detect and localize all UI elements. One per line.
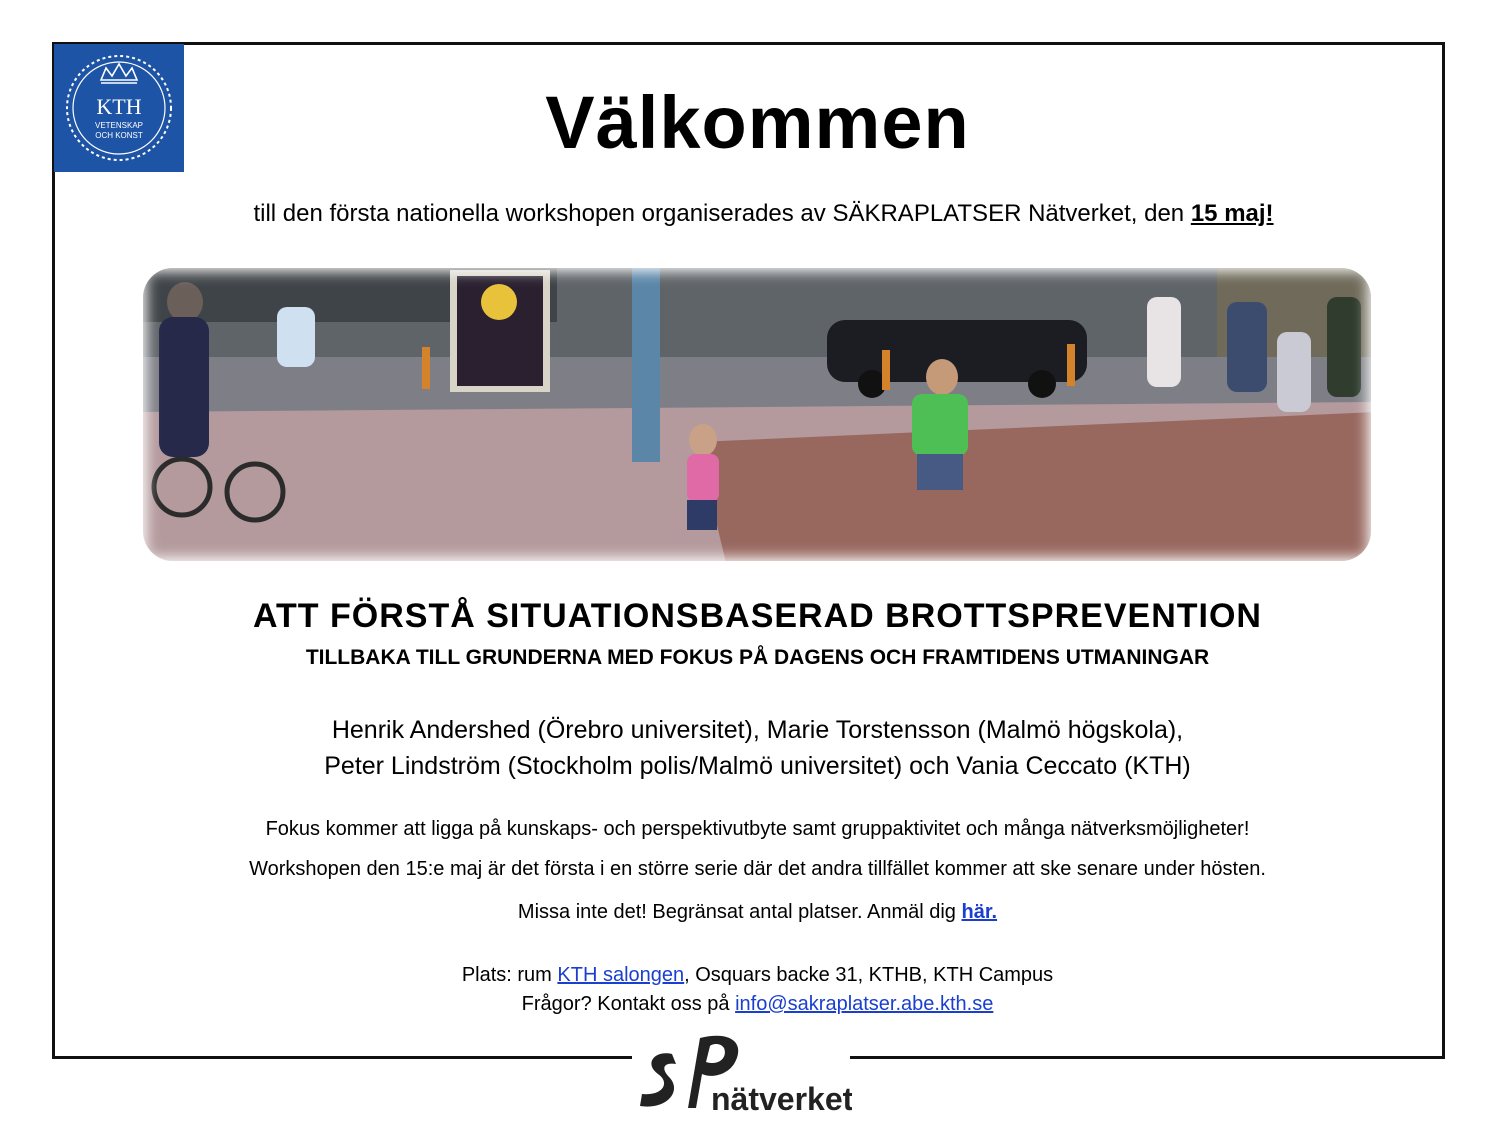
register-text: Missa inte det! Begränsat antal platser. Anmäl dig [517,901,962,923]
register-link[interactable]: här. [961,901,998,923]
email-link[interactable]: info@sakraplatser.abe.kth.se [735,993,994,1015]
svg-text:VETENSKAP: VETENSKAP [94,121,144,130]
svg-text:nätverket: nätverket [711,1081,852,1117]
paragraph-register [0,901,1500,924]
main-heading: ATT FÖRSTÅ SITUATIONSBASERAD BROTTSPREVENTION [253,597,1262,635]
speakers-line-1: Henrik Andershed (Örebro universitet), Marie Torstensson (Malmö högskola), [331,716,1184,744]
subtitle [0,200,1500,228]
paragraph-series: Workshopen den 15:e maj är det första i en större serie där det andra tillfället kommer att ske senare under hösten. [249,858,1266,880]
place-suffix: , Osquars backe 31, KTHB, KTH Campus [684,964,1054,986]
contact-prefix: Frågor? Kontakt oss på [521,993,736,1015]
speakers-line-2: Peter Lindström (Stockholm polis/Malmö universitet) och Vania Ceccato (KTH) [324,752,1191,780]
speakers [0,712,1500,784]
sub-heading: TILLBAKA TILL GRUNDERNA MED FOKUS PÅ DAGENS OCH FRAMTIDENS UTMANINGAR [305,646,1210,669]
sp-natverket-logo [636,1020,852,1120]
svg-text:KTH: KTH [96,94,142,119]
subtitle-text: till den första nationella workshopen organiserades av SÄKRAPLATSER Nätverket, den [253,200,1191,227]
place-line [0,961,1500,990]
page-title: Välkommen [545,81,970,164]
paragraph-focus: Fokus kommer att ligga på kunskaps- och perspektivutbyte samt gruppaktivitet och många nätverksmöjligheter! [265,818,1250,840]
contact-line [0,990,1500,1019]
event-date: 15 maj! [1190,200,1274,227]
street-photo [137,262,1377,567]
venue-link[interactable]: KTH salongen [557,964,685,986]
event-info [0,961,1500,1019]
svg-text:OCH KONST: OCH KONST [95,131,143,140]
place-prefix: Plats: rum [461,964,558,986]
